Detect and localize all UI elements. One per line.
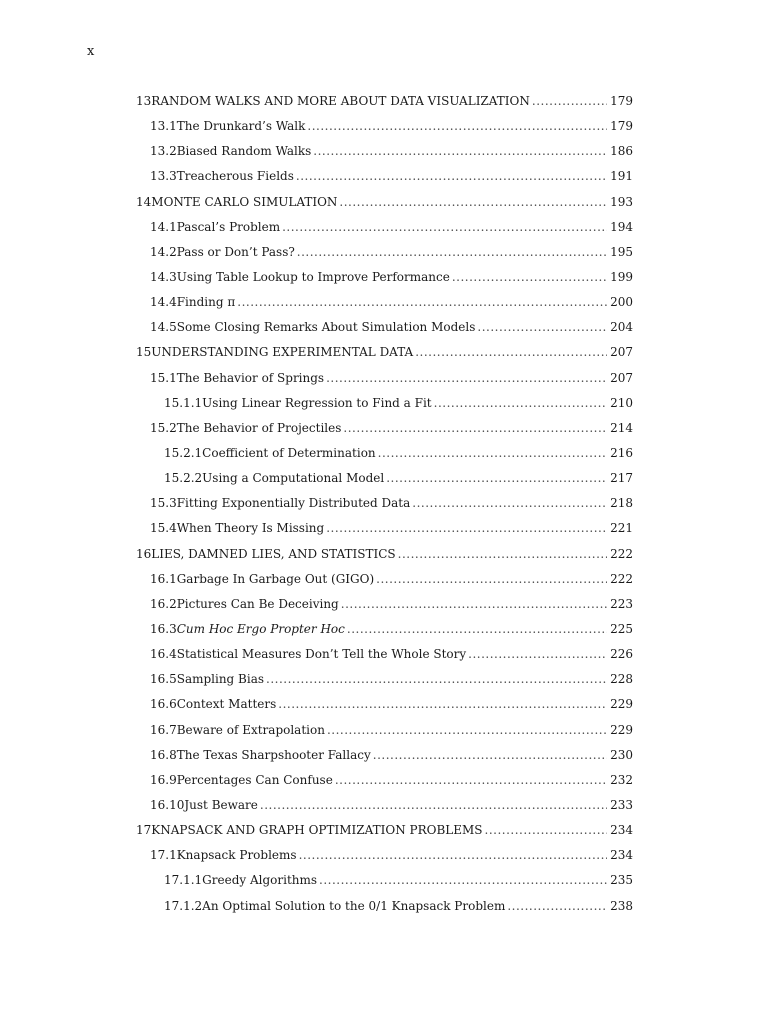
toc-entry-number: 14.3	[150, 269, 177, 284]
toc-dot-leader	[282, 217, 607, 237]
toc-entry[interactable]	[136, 770, 633, 795]
toc-entry-number: 13.3	[150, 169, 177, 184]
toc-entry-number: 15.1	[150, 370, 177, 385]
toc-entry-page: 223	[610, 596, 633, 611]
toc-entry-number: 16.6	[150, 697, 177, 712]
toc-entry-page: 234	[610, 823, 633, 838]
toc-entry-number: 15.3	[150, 496, 177, 511]
toc-entry-title: Beware of Extrapolation	[176, 722, 325, 737]
toc-entry-title: Using Linear Regression to Find a Fit	[202, 395, 432, 410]
toc-entry-page: 193	[610, 194, 633, 209]
toc-dot-leader	[452, 267, 607, 287]
toc-dot-leader	[412, 493, 607, 513]
toc-entry-page: 218	[610, 496, 633, 511]
toc-dot-leader	[434, 393, 607, 413]
toc-entry[interactable]	[136, 569, 633, 594]
toc-entry-page: 222	[610, 571, 633, 586]
toc-entry[interactable]	[136, 745, 633, 770]
toc-entry[interactable]	[136, 594, 633, 619]
toc-entry-number: 13.2	[150, 144, 177, 159]
toc-entry-page: 229	[610, 722, 633, 737]
toc-entry[interactable]	[136, 91, 633, 116]
toc-entry[interactable]	[136, 368, 633, 393]
toc-entry-title: Sampling Bias	[176, 672, 265, 687]
toc-entry-title: Context Matters	[176, 697, 277, 712]
toc-entry-page: 207	[610, 345, 633, 360]
toc-entry-title: Fitting Exponentially Distributed Data	[176, 496, 411, 511]
toc-entry-number: 14.2	[150, 244, 177, 259]
toc-entry[interactable]	[136, 544, 633, 569]
toc-entry-title: Using Table Lookup to Improve Performance	[176, 269, 450, 284]
toc-entry-number: 16.8	[150, 747, 177, 762]
toc-dot-leader	[398, 544, 607, 564]
toc-entry-page: 195	[610, 244, 633, 259]
toc-entry-number: 16.4	[150, 647, 177, 662]
toc-entry-number: 15.2.2	[164, 471, 203, 486]
toc-entry[interactable]	[136, 443, 633, 468]
toc-entry-title: UNDERSTANDING EXPERIMENTAL DATA	[151, 345, 414, 360]
toc-entry-title: When Theory Is Missing	[176, 521, 325, 536]
toc-entry-title: Coefficient of Determination	[202, 445, 376, 460]
toc-entry-title: Pass or Don’t Pass?	[176, 244, 295, 259]
toc-dot-leader	[313, 141, 607, 161]
toc-dot-leader	[376, 569, 607, 589]
toc-dot-leader	[485, 820, 607, 840]
toc-entry-title: Pascal’s Problem	[176, 219, 281, 234]
toc-entry[interactable]	[136, 820, 633, 845]
toc-entry[interactable]	[136, 619, 633, 644]
toc-dot-leader	[260, 795, 607, 815]
toc-entry-page: 207	[610, 370, 633, 385]
toc-entry-number: 16.7	[150, 722, 177, 737]
toc-entry-page: 191	[610, 169, 633, 184]
toc-dot-leader	[307, 116, 607, 136]
toc-dot-leader	[327, 720, 607, 740]
toc-entry-number: 13.1	[150, 119, 177, 134]
toc-entry-title: LIES, DAMNED LIES, AND STATISTICS	[151, 546, 396, 561]
toc-entry-page: 216	[610, 445, 633, 460]
toc-entry[interactable]	[136, 669, 633, 694]
toc-entry-title: An Optimal Solution to the 0/1 Knapsack Problem	[202, 898, 506, 913]
toc-entry-number: 14.4	[150, 295, 177, 310]
page-number: x	[87, 44, 95, 59]
toc-entry-number: 16.2	[150, 596, 177, 611]
toc-entry-page: 210	[610, 395, 633, 410]
toc-entry-page: 233	[610, 797, 633, 812]
toc-entry-number: 16.3	[150, 621, 177, 636]
toc-entry-page: 199	[610, 269, 633, 284]
toc-dot-leader	[415, 342, 607, 362]
toc-dot-leader	[319, 870, 607, 890]
toc-entry-number: 13	[136, 94, 152, 108]
toc-entry-page: 222	[610, 546, 633, 561]
toc-entry-number: 15.2.1	[164, 445, 203, 460]
toc-entry-number: 16.5	[150, 672, 177, 687]
toc-entry-number: 15.1.1	[164, 395, 203, 410]
toc-entry[interactable]	[136, 292, 633, 317]
toc-entry[interactable]	[136, 342, 633, 367]
toc-entry-title: MONTE CARLO SIMULATION	[151, 194, 338, 209]
toc-dot-leader	[507, 896, 607, 916]
toc-entry-title: Cum Hoc Ergo Propter Hoc	[176, 621, 345, 636]
toc-entry[interactable]	[136, 116, 633, 141]
toc-entry-number: 16.9	[150, 772, 177, 787]
toc-entry-title: Pictures Can Be Deceiving	[176, 596, 339, 611]
toc-entry[interactable]	[136, 795, 633, 820]
toc-entry-page: 194	[610, 219, 633, 234]
toc-entry-page: 200	[610, 295, 633, 310]
toc-entry-title: The Texas Sharpshooter Fallacy	[176, 747, 371, 762]
toc-entry-title: Knapsack Problems	[176, 848, 297, 863]
toc-entry-page: 221	[610, 521, 633, 536]
toc-dot-leader	[326, 368, 607, 388]
toc-entry-page: 228	[610, 672, 633, 687]
toc-dot-leader	[386, 468, 607, 488]
toc-entry-page: 204	[610, 320, 633, 335]
toc-entry[interactable]	[136, 493, 633, 518]
toc-dot-leader	[373, 745, 607, 765]
toc-entry[interactable]	[136, 141, 633, 166]
toc-entry[interactable]	[136, 518, 633, 543]
toc-entry-number: 17.1.2	[164, 898, 203, 913]
toc-entry-title: KNAPSACK AND GRAPH OPTIMIZATION PROBLEMS	[151, 823, 483, 838]
toc-dot-leader	[532, 91, 607, 111]
toc-entry-number: 15.2	[150, 420, 177, 435]
toc-entry[interactable]	[136, 393, 633, 418]
toc-entry[interactable]	[136, 845, 633, 870]
toc-entry-title: Statistical Measures Don’t Tell the Whole Story	[176, 647, 467, 662]
toc-entry[interactable]	[136, 192, 633, 217]
toc-dot-leader	[297, 242, 607, 262]
toc-entry-page: 230	[610, 747, 633, 762]
toc-entry-number: 15.4	[150, 521, 177, 536]
toc-entry[interactable]	[136, 242, 633, 267]
toc-dot-leader	[347, 619, 607, 639]
toc-entry-title: The Drunkard’s Walk	[176, 119, 306, 134]
toc-entry-title: Biased Random Walks	[176, 144, 312, 159]
toc-entry-page: 226	[610, 647, 633, 662]
toc-entry-page: 217	[610, 471, 633, 486]
toc-entry-number: 17.1.1	[164, 873, 203, 888]
toc-dot-leader	[378, 443, 607, 463]
toc-entry-title: Finding π	[176, 295, 236, 310]
toc-entry[interactable]	[136, 468, 633, 493]
toc-entry-page: 238	[610, 898, 633, 913]
toc-dot-leader	[335, 770, 607, 790]
toc-entry[interactable]	[136, 418, 633, 443]
toc-entry[interactable]	[136, 870, 633, 895]
toc-dot-leader	[339, 192, 607, 212]
toc-dot-leader	[343, 418, 607, 438]
table-of-contents	[136, 91, 633, 921]
toc-entry-number: 16.10	[150, 797, 185, 812]
toc-dot-leader	[468, 644, 607, 664]
toc-entry[interactable]	[136, 166, 633, 191]
toc-entry-page: 179	[610, 94, 633, 108]
toc-dot-leader	[278, 694, 607, 714]
toc-entry-page: 186	[610, 144, 633, 159]
toc-entry[interactable]	[136, 896, 633, 921]
toc-entry-title: RANDOM WALKS AND MORE ABOUT DATA VISUALIZATION	[151, 94, 530, 108]
toc-entry-page: 225	[610, 621, 633, 636]
toc-entry[interactable]	[136, 217, 633, 242]
toc-entry-page: 179	[610, 119, 633, 134]
toc-entry-title: Using a Computational Model	[202, 471, 385, 486]
toc-dot-leader	[341, 594, 607, 614]
toc-dot-leader	[237, 292, 607, 312]
toc-entry[interactable]	[136, 317, 633, 342]
toc-entry-number: 16.1	[150, 571, 177, 586]
toc-entry-title: Greedy Algorithms	[202, 873, 318, 888]
toc-entry-title: Treacherous Fields	[176, 169, 294, 184]
toc-dot-leader	[296, 166, 607, 186]
toc-entry-title: Some Closing Remarks About Simulation Models	[176, 320, 476, 335]
toc-entry-page: 229	[610, 697, 633, 712]
toc-entry-title: Percentages Can Confuse	[176, 772, 333, 787]
toc-entry-number: 16	[136, 546, 152, 561]
toc-dot-leader	[299, 845, 607, 865]
toc-entry-page: 232	[610, 772, 633, 787]
toc-entry-title: Just Beware	[184, 797, 258, 812]
toc-entry[interactable]	[136, 694, 633, 719]
toc-dot-leader	[266, 669, 607, 689]
toc-entry[interactable]	[136, 644, 633, 669]
toc-entry-number: 17	[136, 823, 152, 838]
toc-entry-number: 14	[136, 194, 152, 209]
toc-entry-number: 14.5	[150, 320, 177, 335]
toc-entry-number: 14.1	[150, 219, 177, 234]
toc-dot-leader	[477, 317, 607, 337]
toc-entry-title: The Behavior of Springs	[176, 370, 325, 385]
toc-entry-number: 17.1	[150, 848, 177, 863]
toc-dot-leader	[326, 518, 607, 538]
toc-entry-page: 234	[610, 848, 633, 863]
toc-entry-number: 15	[136, 345, 152, 360]
toc-entry-title: Garbage In Garbage Out (GIGO)	[176, 571, 375, 586]
toc-entry-title: The Behavior of Projectiles	[176, 420, 342, 435]
toc-entry[interactable]	[136, 267, 633, 292]
toc-entry-page: 235	[610, 873, 633, 888]
toc-entry[interactable]	[136, 720, 633, 745]
toc-entry-page: 214	[610, 420, 633, 435]
